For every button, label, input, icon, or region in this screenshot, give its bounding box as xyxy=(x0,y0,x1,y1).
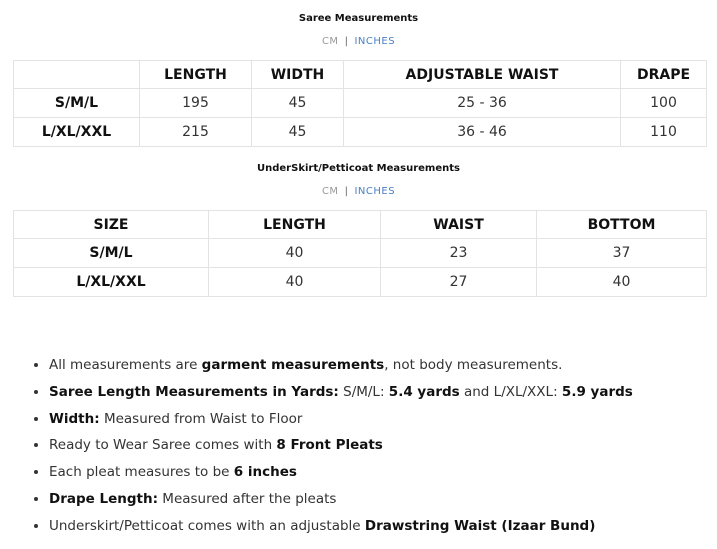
note-emphasis: 5.4 yards xyxy=(388,383,460,400)
column-header xyxy=(14,61,140,89)
note-item xyxy=(49,352,717,379)
note-text: Underskirt/Petticoat comes with an adjustable xyxy=(49,517,365,534)
unit-cm-button[interactable]: CM xyxy=(321,186,339,197)
table-cell: 45 xyxy=(252,89,344,118)
table-cell: 27 xyxy=(381,268,537,297)
note-emphasis: Drawstring Waist (Izaar Bund) xyxy=(364,517,596,534)
size-label: L/XL/XXL xyxy=(14,268,209,297)
unit-separator: | xyxy=(344,186,349,197)
table-cell: 215 xyxy=(140,118,252,147)
note-emphasis: 8 Front Pleats xyxy=(276,437,383,454)
saree-table-title: Saree Measurements xyxy=(298,13,419,24)
note-item xyxy=(49,486,717,513)
table-cell: 40 xyxy=(209,239,381,268)
petticoat-table-title: UnderSkirt/Petticoat Measurements xyxy=(257,163,460,174)
note-item xyxy=(49,459,717,486)
column-header: ADJUSTABLE WAIST xyxy=(344,61,621,89)
column-header: WIDTH xyxy=(252,61,344,89)
table-row xyxy=(14,268,707,297)
column-header: LENGTH xyxy=(140,61,252,89)
petticoat-unit-toggle xyxy=(0,186,717,197)
table-header-row xyxy=(14,61,707,89)
saree-unit-toggle xyxy=(0,36,717,47)
table-cell: 23 xyxy=(381,239,537,268)
note-emphasis: garment measurements xyxy=(201,357,385,373)
note-emphasis: 5.9 yards xyxy=(561,383,633,400)
size-label: L/XL/XXL xyxy=(14,118,140,147)
note-item xyxy=(49,513,717,540)
table-cell: 25 - 36 xyxy=(344,89,621,118)
unit-inches-button[interactable]: INCHES xyxy=(354,36,396,47)
table-cell: 37 xyxy=(537,239,707,268)
table-cell: 40 xyxy=(209,268,381,297)
note-text: and L/XL/XXL: xyxy=(459,383,562,400)
note-item xyxy=(49,379,717,406)
size-label: S/M/L xyxy=(14,89,140,118)
table-row xyxy=(14,89,707,118)
note-text: Measured after the pleats xyxy=(158,490,337,507)
table-cell: 195 xyxy=(140,89,252,118)
table-row xyxy=(14,118,707,147)
column-header: SIZE xyxy=(14,211,209,239)
table-cell: 100 xyxy=(621,89,707,118)
saree-measurements-table xyxy=(13,60,707,147)
note-emphasis: Saree Length Measurements in Yards: xyxy=(49,383,339,400)
note-text: Ready to Wear Saree comes with xyxy=(49,437,277,454)
note-emphasis: Drape Length: xyxy=(49,490,158,507)
column-header: DRAPE xyxy=(621,61,707,89)
unit-inches-button[interactable]: INCHES xyxy=(354,186,396,197)
table-cell: 110 xyxy=(621,118,707,147)
column-header: LENGTH xyxy=(209,211,381,239)
table-cell: 36 - 46 xyxy=(344,118,621,147)
table-header-row xyxy=(14,211,707,239)
note-text: Measured from Waist to Floor xyxy=(99,410,303,427)
table-cell: 40 xyxy=(537,268,707,297)
note-item xyxy=(49,432,717,459)
note-text: , not body measurements. xyxy=(384,357,563,373)
table-row xyxy=(14,239,707,268)
column-header: WAIST xyxy=(381,211,537,239)
unit-cm-button[interactable]: CM xyxy=(321,36,339,47)
note-emphasis: Width: xyxy=(49,410,100,427)
note-emphasis: 6 inches xyxy=(233,464,297,481)
measurement-notes-list xyxy=(24,352,717,540)
note-text: Each pleat measures to be xyxy=(49,464,234,481)
note-item xyxy=(49,406,717,433)
table-cell: 45 xyxy=(252,118,344,147)
petticoat-measurements-table xyxy=(13,210,707,297)
note-text: S/M/L: xyxy=(338,383,389,400)
note-text: All measurements are xyxy=(49,357,202,373)
unit-separator: | xyxy=(344,36,349,47)
column-header: BOTTOM xyxy=(537,211,707,239)
size-label: S/M/L xyxy=(14,239,209,268)
